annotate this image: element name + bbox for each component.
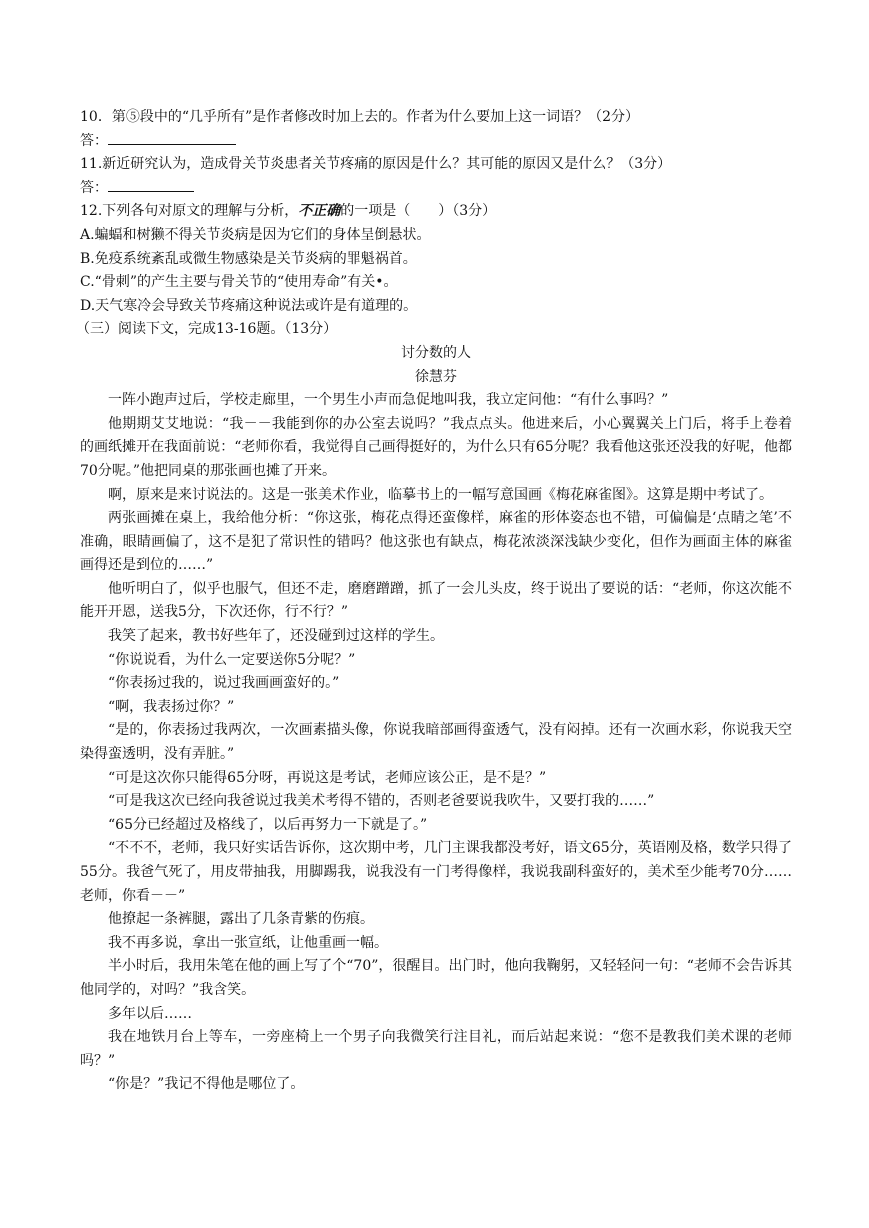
answer-blank[interactable] [108,130,236,145]
story-paragraph: 多年以后…… [108,1005,192,1022]
story-paragraph: “你是？”我记不得他是哪位了。 [108,1076,305,1093]
answer-label: 答： [80,132,108,149]
story-paragraph: 我不再多说，拿出一张宣纸，让他重画一幅。 [108,934,388,951]
question-12-tail: 的一项是（ ）（3分） [340,203,497,220]
question-12 [80,200,792,224]
option-c: C.“骨刺”的产生主要与骨关节的“使用寿命”有关•。 [80,274,398,291]
story-paragraph: 他期期艾艾地说：“我－－我能到你的办公室去说吗？”我点点头。他进来后，小心翼翼关上门后，将手上卷着的画纸摊开在我面前说：“老师你看，我觉得自己画得挺好的，为什么只有65分呢？我看他这张还没我的好呢，他都70分呢。”他把同桌的那张画也摊了开来。 [80,415,792,479]
section-heading: （三）阅读下文，完成13-16题。（13分） [76,321,338,338]
story-paragraph: “啊，我表扬过你？” [108,698,235,715]
story-title: 讨分数的人 [401,344,471,361]
option-b: B.免疫系统紊乱或微生物感染是关节炎病的罪魁祸首。 [80,250,417,267]
story-paragraph: 啊，原来是来讨说法的。这是一张美术作业，临摹书上的一幅写意国画《梅花麻雀图》。这算是期中考试了。 [108,486,773,503]
story-paragraph: “是的，你表扬过我两次，一次画素描头像，你说我暗部画得蛮透气，没有闷掉。还有一次画水彩，你说我天空染得蛮透明，没有弄脏。” [80,722,792,763]
story-paragraph: “你说说看，为什么一定要送你5分呢？” [108,651,356,668]
story-paragraph: 他听明白了，似乎也服气，但还不走，磨磨蹭蹭，抓了一会儿头皮，终于说出了要说的话：“老师，你这次能不能开开恩，送我5分，下次还你，行不行？” [80,580,792,621]
answer-line-11 [80,177,792,201]
story-paragraph: “不不不，老师，我只好实话告诉你，这次期中考，几门主课我都没考好，语文65分，英语刚及格，数学只得了55分。我爸气死了，用皮带抽我，用脚踢我，说我没有一门考得像样，我说我副科蛮好的，美术至少能考70分……老师，你看－－” [80,840,792,904]
answer-blank[interactable] [108,177,194,192]
story-paragraph: 一阵小跑声过后，学校走廊里，一个男生小声而急促地叫我，我立定问他：“有什么事吗？” [108,392,669,409]
question-10: 10．第⑤段中的“几乎所有”是作者修改时加上去的。作者为什么要加上这一词语？（2分） [80,109,640,125]
story-paragraph: “你表扬过我的，说过我画画蛮好的。” [108,675,340,692]
option-d: D.天气寒冷会导致关节疼痛这种说法或许是有道理的。 [80,297,418,314]
story-paragraph: “可是我这次已经向我爸说过我美术考得不错的，否则老爸要说我吹牛，又要打我的……” [108,793,655,810]
option-a: A.蝙蝠和树獭不得关节炎病是因为它们的身体呈倒悬状。 [80,226,431,243]
question-12-emphasis: 不正确 [298,203,341,220]
story-paragraph: 两张画摊在桌上，我给他分析：“你这张，梅花点得还蛮像样，麻雀的形体姿态也不错，可偏偏是‘点睛之笔’不准确，眼睛画偏了，这不是犯了常识性的错吗？他这张也有缺点，梅花浓淡深浅缺少变化，但作为画面主体的麻雀画得还是到位的……” [80,510,792,574]
question-12-stem: 12.下列各句对原文的理解与分析， [80,203,299,220]
story-paragraph: “65分已经超过及格线了，以后再努力一下就是了。” [108,816,428,833]
exam-page [76,106,792,1097]
story-paragraph: “可是这次你只能得65分呀，再说这是考试，老师应该公正，是不是？” [108,769,547,786]
story-paragraph: 他撩起一条裤腿，露出了几条青紫的伤痕。 [108,911,374,928]
story-author: 徐慧芬 [415,368,457,385]
story-paragraph: 我在地铁月台上等车，一旁座椅上一个男子向我微笑行注目礼，而后站起来说：“您不是教我们美术课的老师吗？” [80,1029,792,1069]
question-11: 11.新近研究认为，造成骨关节炎患者关节疼痛的原因是什么？其可能的原因又是什么？（3分） [80,156,672,173]
story-paragraph: 我笑了起来，教书好些年了，还没碰到过这样的学生。 [108,628,444,645]
story-paragraph: 半小时后，我用朱笔在他的画上写了个“70”，很醒目。出门时，他向我鞠躬，又轻轻问一句：“老师不会告诉其他同学的，对吗？”我含笑。 [80,958,792,998]
answer-line-10 [80,130,792,154]
answer-label: 答： [80,179,108,196]
